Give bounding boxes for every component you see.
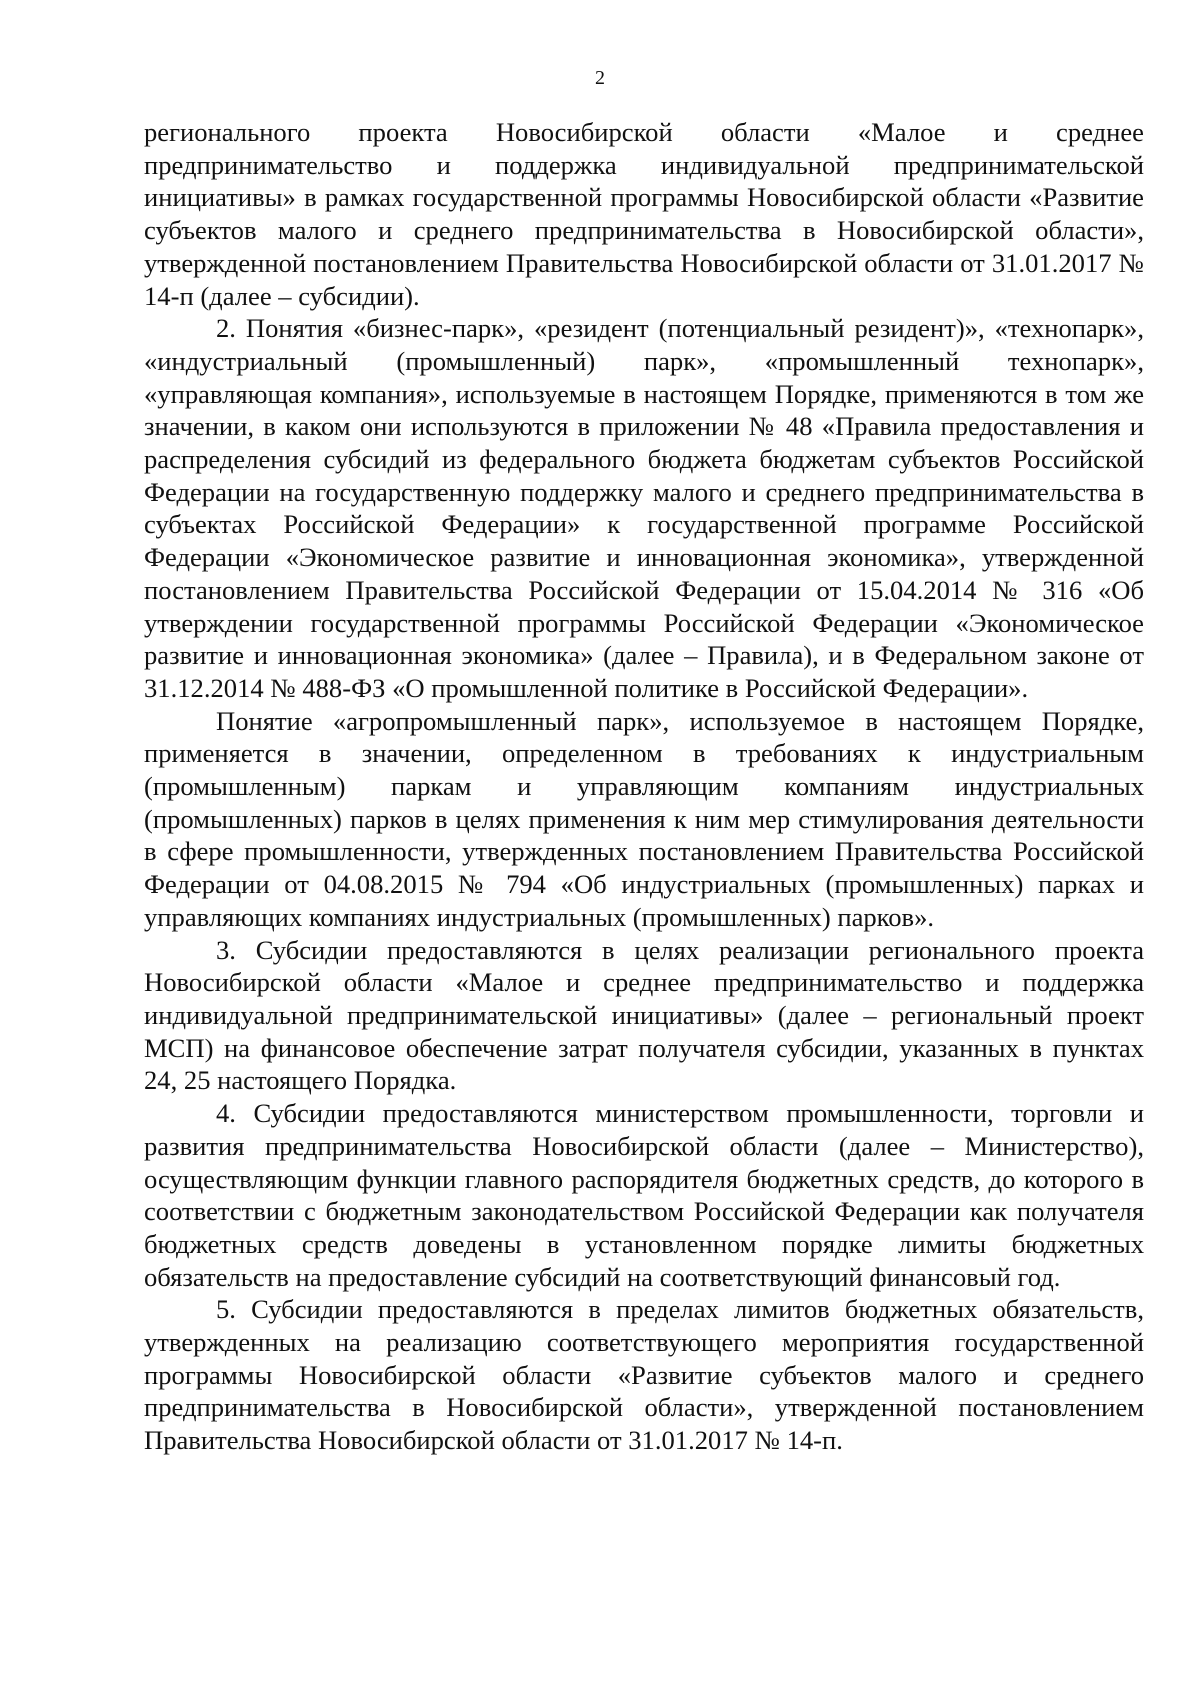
- page-number: 2: [595, 67, 605, 89]
- paragraph-agro-park: Понятие «агропромышленный парк», используемое в настоящем Порядке, применяется в значении, определенном в требованиях к индустриальным (промышленным) паркам и управляющим компаниям индустриальных (промышленных) парков в целях применения к ним мер стимулирования деятельности в сфере промышленности, утвержденных постановлением Правительства Российской Федерации от 04.08.2015 № 794 «Об индустриальных (промышленных) парках и управляющих компаниях индустриальных (промышленных) парков».: [144, 705, 1144, 932]
- paragraph-item-3: 3. Субсидии предоставляются в целях реализации регионального проекта Новосибирской области «Малое и среднее предпринимательство и поддержка индивидуальной предпринимательской инициативы» (далее – региональный проект МСП) на финансовое обеспечение затрат получателя субсидии, указанных в пунктах 24, 25 настоящего Порядка.: [144, 934, 1144, 1096]
- paragraph-item-2: 2. Понятия «бизнес-парк», «резидент (потенциальный резидент)», «технопарк», «индустриальный (промышленный) парк», «промышленный технопарк», «управляющая компания», используемые в настоящем Порядке, применяются в том же значении, в каком они используются в приложении № 48 «Правила предоставления и распределения субсидий из федерального бюджета бюджетам субъектов Российской Федерации на государственную поддержку малого и среднего предпринимательства в субъектах Российской Федерации» к государственной программе Российской Федерации «Экономическое развитие и инновационная экономика», утвержденной постановлением Правительства Российской Федерации от 15.04.2014 № 316 «Об утверждении государственной программы Российской Федерации «Экономическое развитие и инновационная экономика» (далее – Правила), и в Федеральном законе от 31.12.2014 № 488-ФЗ «О промышленной политике в Российской Федерации».: [144, 313, 1144, 703]
- document-body: [144, 116, 1144, 1457]
- paragraph-item-4: 4. Субсидии предоставляются министерством промышленности, торговли и развития предпринимательства Новосибирской области (далее – Министерство), осуществляющим функции главного распорядителя бюджетных средств, до которого в соответствии с бюджетным законодательством Российской Федерации как получателя бюджетных средств доведены в установленном порядке лимиты бюджетных обязательств на предоставление субсидий на соответствующий финансовый год.: [144, 1098, 1144, 1292]
- paragraph-item-5: 5. Субсидии предоставляются в пределах лимитов бюджетных обязательств, утвержденных на реализацию соответствующего мероприятия государственной программы Новосибирской области «Развитие субъектов малого и среднего предпринимательства в Новосибирской области», утвержденной постановлением Правительства Новосибирской области от 31.01.2017 № 14-п.: [144, 1294, 1144, 1456]
- paragraph-continuation: регионального проекта Новосибирской области «Малое и среднее предпринимательство и поддержка индивидуальной предпринимательской инициативы» в рамках государственной программы Новосибирской области «Развитие субъектов малого и среднего предпринимательства в Новосибирской области», утвержденной постановлением Правительства Новосибирской области от 31.01.2017 № 14-п (далее – субсидии).: [144, 117, 1144, 311]
